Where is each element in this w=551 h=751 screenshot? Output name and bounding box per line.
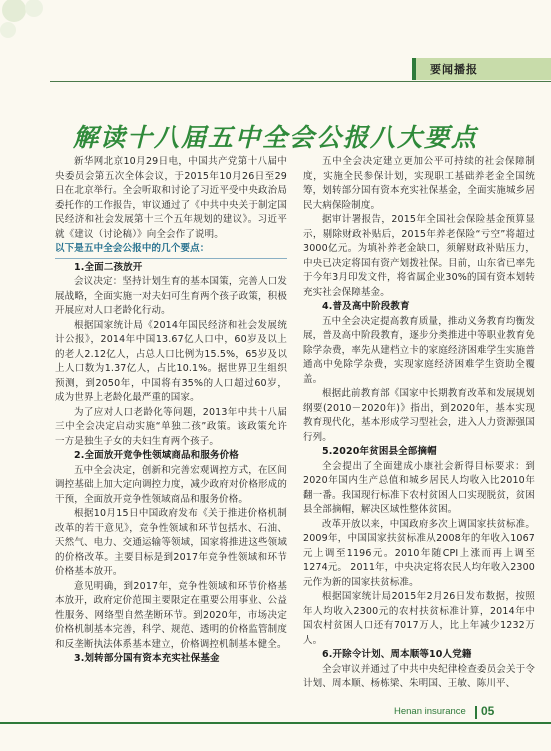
- section-heading: 2.全面放开竞争性领域商品和服务价格: [74, 450, 239, 461]
- section-label: 要闻播报: [430, 63, 478, 76]
- body-paragraph: 五中全会决定，创新和完善宏观调控方式，在区间调控基础上加大定向调控力度，减少政府对价格形成的干预，全面放开竞争性领域商品和服务价格。: [55, 464, 287, 505]
- section-heading: 6.开除令计划、周本顺等10人党籍: [322, 649, 472, 660]
- body-paragraph: 为了应对人口老龄化等问题，2013年中共十八届三中全会决定启动实施“单独二孩”政策。该政策允许一方是独生子女的夫妇生育两个孩子。: [55, 406, 287, 447]
- header-rule: [50, 81, 551, 82]
- right-column: [303, 155, 535, 692]
- body-paragraph: 改革开放以来，中国政府多次上调国家扶贫标准。2009年，中国国家扶贫标准从2008年的年收入1067元上调至1196元。2010年随CPI上涨而再上调至1274元。 2011年，中央决定将农民人均年收入2300元作为新的国家扶贫标准。: [303, 518, 535, 588]
- body-paragraph: 五中全会决定提高教育质量，推动义务教育均衡发展，普及高中阶段教育，逐步分类推进中等职业教育免除学杂费，率先从建档立卡的家庭经济困难学生实施普通高中免除学杂费，实现家庭经济困难学生资助全覆盖。: [303, 315, 535, 385]
- corner-decoration: [0, 0, 60, 60]
- body-paragraph: 全会审议并通过了中共中央纪律检查委员会关于令计划、周本顺、杨栋梁、朱明国、王敏、陈川平、: [303, 663, 535, 689]
- section-heading: 1.全面二孩放开: [74, 261, 143, 273]
- footer-rule: [0, 722, 551, 724]
- left-column: [55, 155, 287, 667]
- body-paragraph: 据审计署报告，2015年全国社会保险基金预算显示，剔除财政补贴后，2015年养老保险“亏空”将超过3000亿元。为填补养老金缺口，须解财政补贴压力，中央已决定将国有资产划拨社保。目前，山东省已率先于今年3月印发文件，将省属企业30%的国有资本划转充实社会保障基金。: [303, 214, 535, 298]
- body-paragraph: 根据国家统计局《2014年国民经济和社会发展统计公报》，2014年中国13.67亿人口中，60岁及以上的老人2.12亿人，占总人口比例为15.5%，65岁及以上人口数为1.37亿人，占比10.1%。据世界卫生组织预测，到2050年，中国将有35%的人口超过60岁，成为世界上老龄化最严重的国家。: [55, 319, 287, 403]
- section-tab: [412, 58, 551, 80]
- section-heading: 4.普及高中阶段教育: [322, 301, 410, 312]
- body-paragraph: 五中全会决定建立更加公平可持续的社会保障制度，实施全民参保计划，实现职工基础养老金全国统筹，划转部分国有资本充实社保基金，全面实施城乡居民大病保险制度。: [303, 156, 535, 211]
- section-heading: 3.划转部分国有资本充实社保基金: [74, 653, 220, 664]
- body-paragraph: 根据10月15日中国政府发布《关于推进价格机制改革的若干意见》，竞争性领域和环节包括水、石油、天然气、电力、交通运输等领域，国家将推进这些领域的价格改革。主要目标是到2017年竞争性领域和环节价格基本放开。: [55, 508, 287, 577]
- body-paragraph: 新华网北京10月29日电，中国共产党第十八届中央委员会第五次全体会议，于2015年10月26日至29日在北京举行。全会听取和讨论了习近平受中央政治局委托作的工作报告，审议通过了《中共中央关于制定国民经济和社会发展第十三个五年规划的建议》。习近平就《建议（讨论稿）》向全会作了说明。: [55, 156, 287, 240]
- body-paragraph: 全会提出了全面建成小康社会新得目标要求：到2020年国内生产总值和城乡居民人均收入比2010年翻一番。我国现行标准下农村贫困人口实现脱贫，贫困县全部摘帽，解决区域性整体贫困。: [303, 460, 535, 515]
- footer-publication: Henan insurance: [394, 706, 466, 717]
- body-paragraph: 会议决定：坚持计划生育的基本国策，完善人口发展战略，全面实施一对夫妇可生育两个孩子政策，积极开展应对人口老龄化行动。: [55, 276, 287, 316]
- footer-divider: [475, 706, 477, 719]
- section-heading: 5.2020年贫困县全部摘帽: [322, 446, 437, 457]
- page-number: 05: [481, 704, 495, 718]
- article-title: 解读十八届五中全会公报八大要点: [72, 123, 478, 152]
- body-paragraph: 根据此前教育部《国家中长期教育改革和发展规划纲要(2010－2020年)》指出，到2020年，基本实现教育现代化，基本形成学习型社会，进入人力资源强国行列。: [303, 388, 535, 443]
- body-paragraph: 根据国家统计局2015年2月26日发布数据，按照年人均收入2300元的农村扶贫标准计算，2014年中国农村贫困人口还有7017万人，比上年减少1232万人。: [303, 591, 535, 646]
- callout-line: 以下是五中全会公报中的几个要点：: [55, 242, 287, 259]
- body-paragraph: 意见明确，到2017年，竞争性领域和环节价格基本放开，政府定价范围主要限定在重要公用事业、公益性服务、网络型自然垄断环节。到2020年，市场决定价格机制基本完善，科学、规范、透明的价格监管制度和反垄断执法体系基本建立，价格调控机制基本健全。: [55, 580, 287, 650]
